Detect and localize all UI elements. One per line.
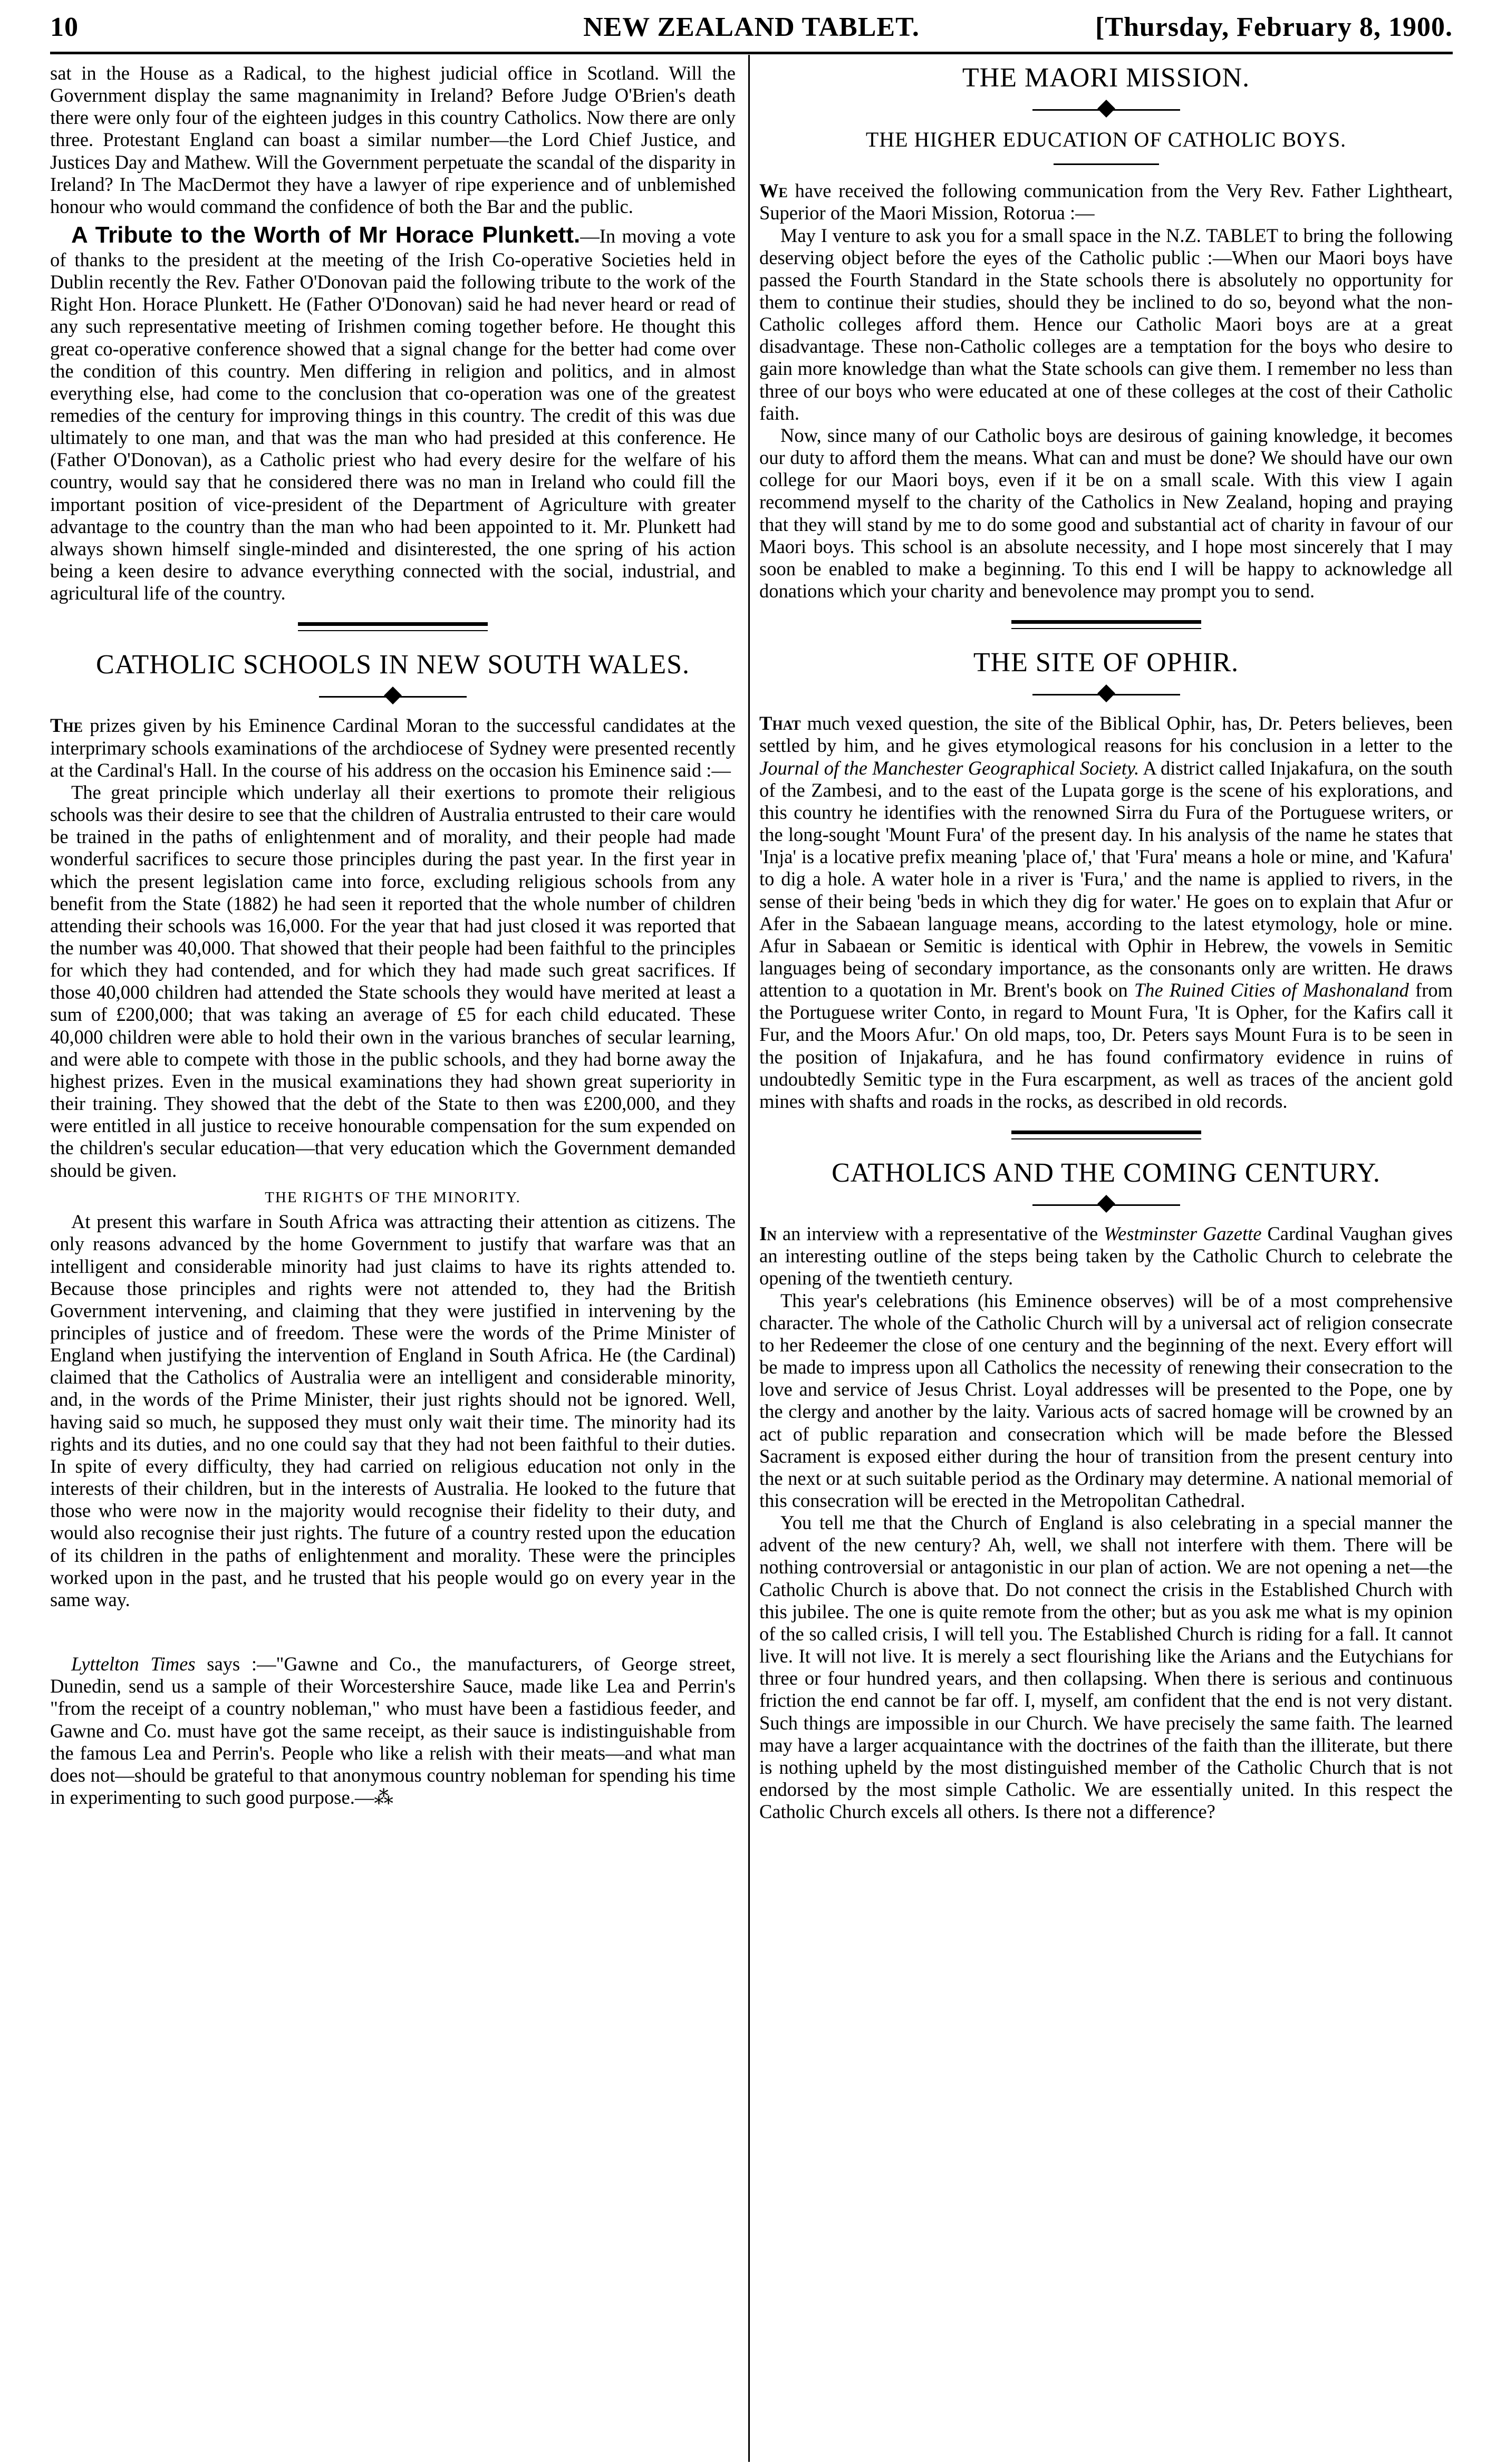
rights-paragraph: At present this warfare in South Africa was attracting their attention as citizens. The only reasons advanced by the home Government to justify that warfare was that an intelligent and considerable minority had just claims to have its rights attended to. Because those principles and rights were not attended to, they had the British Government intervening, and claiming that they were justified in intervening by the principles of justice and of freedom. These were the words of the Prime Minister of England when justifying the intervention of England in South Africa. He (the Cardinal) claimed that the Catholics of Australia were an intelligent and considerable minority, and, in the words of the Prime Minister, their just rights should not be ignored. Well, having said so much, he supposed they must only wait their time. The minority had its rights and its duties, and no one could say that they had not been faithful to their duties. In spite of every difficulty, they had carried on religious education not only in the interests of their children, but in the interests of Australia. He looked to the future that those who were now in the majority would recognise their fidelity to their duty, and would also recognise their just rights. The future of a country rested upon the education of its children in the paths of enlightenment and morality. These were the principles worked upon in the past, and he trusted that his people would go on every year in the same way. [50, 1211, 736, 1610]
schools-text-1: prizes given by his Eminence Cardinal Moran to the successful candidates at the interprimary schools examinations of the archdiocese of Sydney were presented recently at the Cardinal's Hall. In the course of his address on the occasion his Eminence said :— [50, 714, 736, 781]
lyttelton-text: says :—"Gawne and Co., the manufacturers, of George street, Dunedin, send us a sample of their Worcestershire Sauce, made like Lea and Perrin's "from the receipt of a country nobleman," who must have been a fastidious feeder, and Gawne and Co. must have got the same receipt, as their sauce is indistinguishable from the famous Lea and Perrin's. People who like a relish with their meats—and what man does not—should be grateful to that anonymous country nobleman for spending his time in experimenting to such good purpose.—⁂ [50, 1653, 736, 1808]
lyttelton-paragraph [50, 1653, 736, 1809]
century-text-b: Cardinal Vaughan gives an interesting outline of the steps being taken by the Catholic Church to celebrate the opening of the twentieth century. [759, 1223, 1453, 1289]
newspaper-title: NEW ZEALAND TABLET. [583, 12, 920, 42]
tribute-run-in-heading: A Tribute to the Worth of Mr Horace Plunkett. [71, 222, 581, 248]
ophir-lead-word: That [759, 712, 801, 735]
ophir-text-c: from the Portuguese writer Conto, in regard to Mount Fura, 'It is Opher, for the Kafirs call it Fur, and the Moors Afur.' On old maps, too, Dr. Peters says Mount Fura is to be seen in the position of Injakafura, and he has found confirmatory evidence in ruins of undoubtedly Semitic type in the Fura escarpment, as well as traces of the ancient gold mines with shafts and roads in the rocks, as described in old records. [759, 979, 1453, 1112]
century-paragraph-3: You tell me that the Church of England is also celebrating in a special manner the advent of the new century? Ah, well, we shall not interfere with them. There will be nothing controversial or antagonistic in our plan of action. We are not opening a net—the Catholic Church is above that. Do not connect the crisis in the Established Church with this jubilee. The one is quite remote from the other; but as you ask me what is my opinion of the so called crisis, I will tell you. The Established Church is riding for a fall. It cannot live. It will not live. It is merely a sect flourishing like the Arians and the Eutychians for three or four hundred years, and then collapsing. When there is serious and continuous friction the end cannot be far off. I, myself, am confident that the end is not very distant. Such things are impossible in our Church. We have precisely the same faith. The learned may have a larger acquaintance with the doctrines of the faith than the illiterate, but there is nothing upheld by the most distinguished member of the Catholic Church that is not endorsed by the most simple Catholic. We are essentially united. In this respect the Catholic Church excels all others. Is there not a difference? [759, 1512, 1453, 1823]
ophir-text-a: much vexed question, the site of the Biblical Ophir, has, Dr. Peters believes, been settled by him, and he gives etymological reasons for his conclusion in a letter to the [759, 712, 1453, 757]
maori-text-1: have received the following communication from the Very Rev. Father Lightheart, Superior of the Maori Mission, Rotorua :— [759, 180, 1453, 224]
ophir-text-b: A district called Injakafura, on the south of the Zambesi, and to the east of the Lupata gorge is the scene of his explorations, and this country he identifies with the renowned Sirra du Fura of the Portuguese writers, or the long-sought 'Mount Fura' of the present day. In his analysis of the name he states that 'Inja' is a locative prefix meaning 'place of,' that 'Fura' means a hole or mine, and 'Kafura' to dig a hole. A water hole in a river is 'Fura,' and the name is applied to rivers, in the sense of their being 'beds in which they dig for water.' He goes on to explain that Afur or Afer in the Sabaean language means, according to the latest etymology, hole or mine. Afur in Sabaean or Semitic is identical with Ophir in Hebrew, the vowels in Semitic languages being of secondary importance, as the consonants only are written. He draws attention to a quotation in Mr. Brent's book on [759, 757, 1453, 1001]
century-heading: CATHOLICS AND THE COMING CENTURY. [832, 1158, 1380, 1188]
masthead [50, 9, 1453, 52]
section-rule-thick [298, 622, 488, 626]
maori-paragraph-3: Now, since many of our Catholic boys are desirous of gaining knowledge, it becomes our duty to afford them the means. What can and must be done? We should have our own college for our Maori boys, even if it be on a small scale. With this view I again recommend myself to the charity of the Catholics in New Zealand, hoping and praying that they will stand by me to do some good and substantial act of charity in favour of our Maori boys. This school is an absolute necessity, and I hope most sincerely that I may soon be enabled to make a beginning. To this end I will be happy to acknowledge all donations which your charity and benevolence may prompt you to send. [759, 424, 1453, 602]
schools-lead-word: The [50, 714, 83, 737]
section-rule-thin [1011, 1138, 1201, 1139]
maori-lead-word: We [759, 180, 788, 202]
century-paper-title: Westminster Gazette [1104, 1223, 1262, 1245]
issue-date: [Thursday, February 8, 1900. [1095, 12, 1453, 42]
left-column [50, 62, 736, 1809]
page-number: 10 [50, 12, 79, 42]
maori-paragraph-2: May I venture to ask you for a small space in the N.Z. TABLET to bring the following deserving object before the eyes of the Catholic public :—When our Maori boys have passed the Fourth Standard in the State schools there is absolutely no opportunity for them to continue their studies, should they be inclined to do so, beyond what the non-Catholic colleges afford them. Hence our Catholic Maori boys are at a great disadvantage. These non-Catholic colleges are a temptation for the boys who desire to gain more knowledge than what the State schools can give them. I remember no less than three of our boys who were educated at one of these colleges at the cost of their Catholic faith. [759, 224, 1453, 424]
century-text-a: an interview with a representative of the [776, 1223, 1104, 1245]
section-rule-thick [1011, 620, 1201, 624]
tribute-text: —In moving a vote of thanks to the president at the meeting of the Irish Co-operative Societies held in Dublin recently the Rev. Father O'Donovan paid the following tribute to the work of the Right Hon. Horace Plunkett. He (Father O'Donovan) said he had never heard or read of any such representative meeting of Irishmen coming together before. He thought this great co-operative conference showed that a signal change for the better had come over the condition of this country. Men differing in religion and politics, and in almost everything else, had come to the conclusion that co-operation was one of the greatest remedies of the century for improving things in this country. The credit of this was due ultimately to one man, and that was the man who had presided at this conference. He (Father O'Donovan), as a Catholic priest who had every desire for the welfare of his country, would say that he considered there was no man in Ireland who could fill the important position of vice-president of the Department of Agriculture with greater advantage to the country than the man who had been appointed to it. Mr. Plunkett had always shown himself single-minded and disinterested, the one spring of his action being a keen desire to advance everything connected with the social, industrial, and agricultural life of the country. [50, 225, 736, 604]
tribute-paragraph [50, 222, 736, 604]
maori-subheading: THE HIGHER EDUCATION OF CATHOLIC BOYS. [865, 128, 1347, 152]
ophir-paragraph [759, 712, 1453, 1113]
section-rule-thin [1011, 628, 1201, 629]
maori-paragraph-1 [759, 180, 1453, 224]
heading-ornament [319, 687, 467, 706]
section-rule-thin [298, 630, 488, 631]
heading-ornament [1032, 685, 1180, 704]
century-paragraph-2: This year's celebrations (his Eminence observes) will be of a most comprehensive character. The whole of the Catholic Church will by a universal act of religion consecrate to her Redeemer the close of one century and the beginning of the next. Every effort will be made to impress upon all Catholics the necessity of renewing their consecration to the love and service of Jesus Christ. Loyal addresses will be presented to the Pope, one by the clergy and another by the laity. Various acts of sacred homage will be crowned by an act of public reparation and consecration which will be made before the Blessed Sacrament is exposed either during the hour of transition from the present century into the next or at such suitable period as the Ordinary may determine. A national memorial of this consecration will be erected in the Metropolitan Cathedral. [759, 1289, 1453, 1511]
schools-heading: CATHOLIC SCHOOLS IN NEW SOUTH WALES. [95, 650, 690, 680]
rights-heading: THE RIGHTS OF THE MINORITY. [265, 1188, 521, 1206]
maori-heading: THE MAORI MISSION. [962, 63, 1250, 93]
masthead-rule [50, 52, 1453, 54]
section-rule-thick [1011, 1130, 1201, 1134]
ophir-journal-title: Journal of the Manchester Geographical Society. [759, 757, 1140, 779]
century-paragraph-1 [759, 1223, 1453, 1289]
ophir-heading: THE SITE OF OPHIR. [973, 648, 1239, 678]
subheading-rule [1054, 163, 1159, 165]
schools-paragraph-1 [50, 714, 736, 781]
lyttelton-source: Lyttelton Times [71, 1653, 196, 1675]
right-column [759, 62, 1453, 1823]
century-lead-word: In [759, 1223, 777, 1245]
column-divider [748, 55, 750, 2462]
heading-ornament [1032, 100, 1180, 119]
schools-paragraph-2: The great principle which underlay all their exertions to promote their religious schools was their desire to see that the children of Australia entrusted to their care would be trained in the paths of enlightenment and of morality, and their people had made wonderful sacrifices to secure those principles during the past year. In the first year in which the present legislation came into force, excluding religious schools from any benefit from the State (1882) he had seen it reported that the whole number of children attending their schools was 16,000. For the year that had just closed it was reported that the number was 40,000. That showed that their people had been faithful to the principles for which they had contended, and for which they had made such great sacrifices. If those 40,000 children had attended the State schools they would have merited at least a sum of £200,000; that was taking an average of £5 for each child educated. These 40,000 children were able to hold their own in the various branches of secular learning, and were able to compete with those in the public schools, and they had borne away the highest prizes. Even in the musical examinations they had shown great superiority in their training. They showed that the debt of the State to then was £200,000, and they were entitled in all justice to receive honourable compensation for the sum expended on the children's secular education—that very education which the Government demanded should be given. [50, 781, 736, 1181]
ophir-book-title: The Ruined Cities of Mashonaland [1134, 979, 1409, 1001]
heading-ornament [1032, 1195, 1180, 1214]
continued-paragraph: sat in the House as a Radical, to the highest judicial office in Scotland. Will the Government display the same magnanimity in Ireland? Before Judge O'Brien's death there were only four of the eighteen judges in this country Catholics. Now there are only three. Protestant England can boast a similar number—the Lord Chief Justice, and Justices Day and Mathew. Will the Government perpetuate the scandal of the disparity in Ireland? In The MacDermot they have a lawyer of ripe experience and of unblemished honour who would command the confidence of both the Bar and the public. [50, 62, 736, 217]
